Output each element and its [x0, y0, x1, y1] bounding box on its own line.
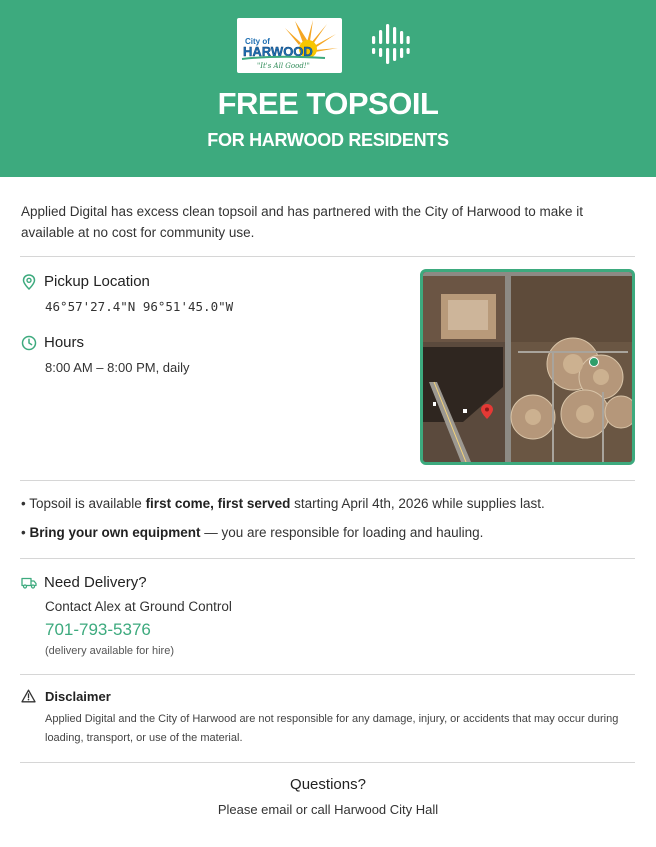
divider — [20, 558, 635, 559]
questions-label: Questions? — [290, 776, 366, 793]
disclaimer-text: Applied Digital and the City of Harwood are not responsible for any damage, injury, or accidents that may occur during loading, transport, or use of the material. — [45, 713, 619, 744]
vertical-bars-icon — [372, 24, 410, 66]
page-title: FREE TOPSOIL — [217, 86, 439, 121]
svg-text:"It's All Good!": "It's All Good!" — [257, 62, 310, 70]
intro-paragraph: Applied Digital has excess clean topsoil and has partnered with the City of Harwood to make it available at no cost for community use. — [21, 204, 584, 240]
divider — [20, 674, 635, 675]
hours-label: Hours — [44, 334, 85, 351]
pickup-coordinates: 46°57'27.4"N 96°51'45.0"W — [45, 299, 234, 314]
svg-text:City of: City of — [245, 37, 270, 46]
divider — [20, 480, 635, 481]
hours-value: 8:00 AM – 8:00 PM, daily — [45, 360, 190, 375]
need-delivery-label: Need Delivery? — [44, 574, 147, 591]
questions-text: Please email or call Harwood City Hall — [217, 802, 439, 817]
disclaimer-label: Disclaimer — [45, 689, 111, 704]
delivery-note: (delivery available for hire) — [45, 645, 174, 657]
clock-icon — [21, 335, 37, 351]
bullet-equipment: • Bring your own equipment — you are responsible for loading and hauling. — [21, 525, 484, 540]
map-pin-icon — [22, 274, 36, 290]
city-of-harwood-logo — [237, 18, 342, 73]
divider — [20, 762, 635, 763]
bullet-dot: • — [21, 496, 26, 511]
bullet-dot: • — [21, 525, 26, 540]
divider — [20, 256, 635, 257]
pickup-location-label: Pickup Location — [44, 273, 150, 290]
warning-icon — [21, 689, 36, 703]
svg-text:HARWOOD: HARWOOD — [243, 44, 313, 59]
delivery-phone-link[interactable]: 701-793-5376 — [45, 620, 151, 639]
page-subtitle: FOR HARWOOD RESIDENTS — [207, 130, 449, 150]
truck-icon — [21, 577, 37, 589]
pickup-location-map[interactable] — [420, 269, 635, 465]
delivery-contact: Contact Alex at Ground Control — [45, 599, 232, 614]
header-banner — [0, 0, 656, 177]
bullet-availability: • Topsoil is available first come, first served starting April 4th, 2026 while supplies last. — [21, 496, 545, 511]
